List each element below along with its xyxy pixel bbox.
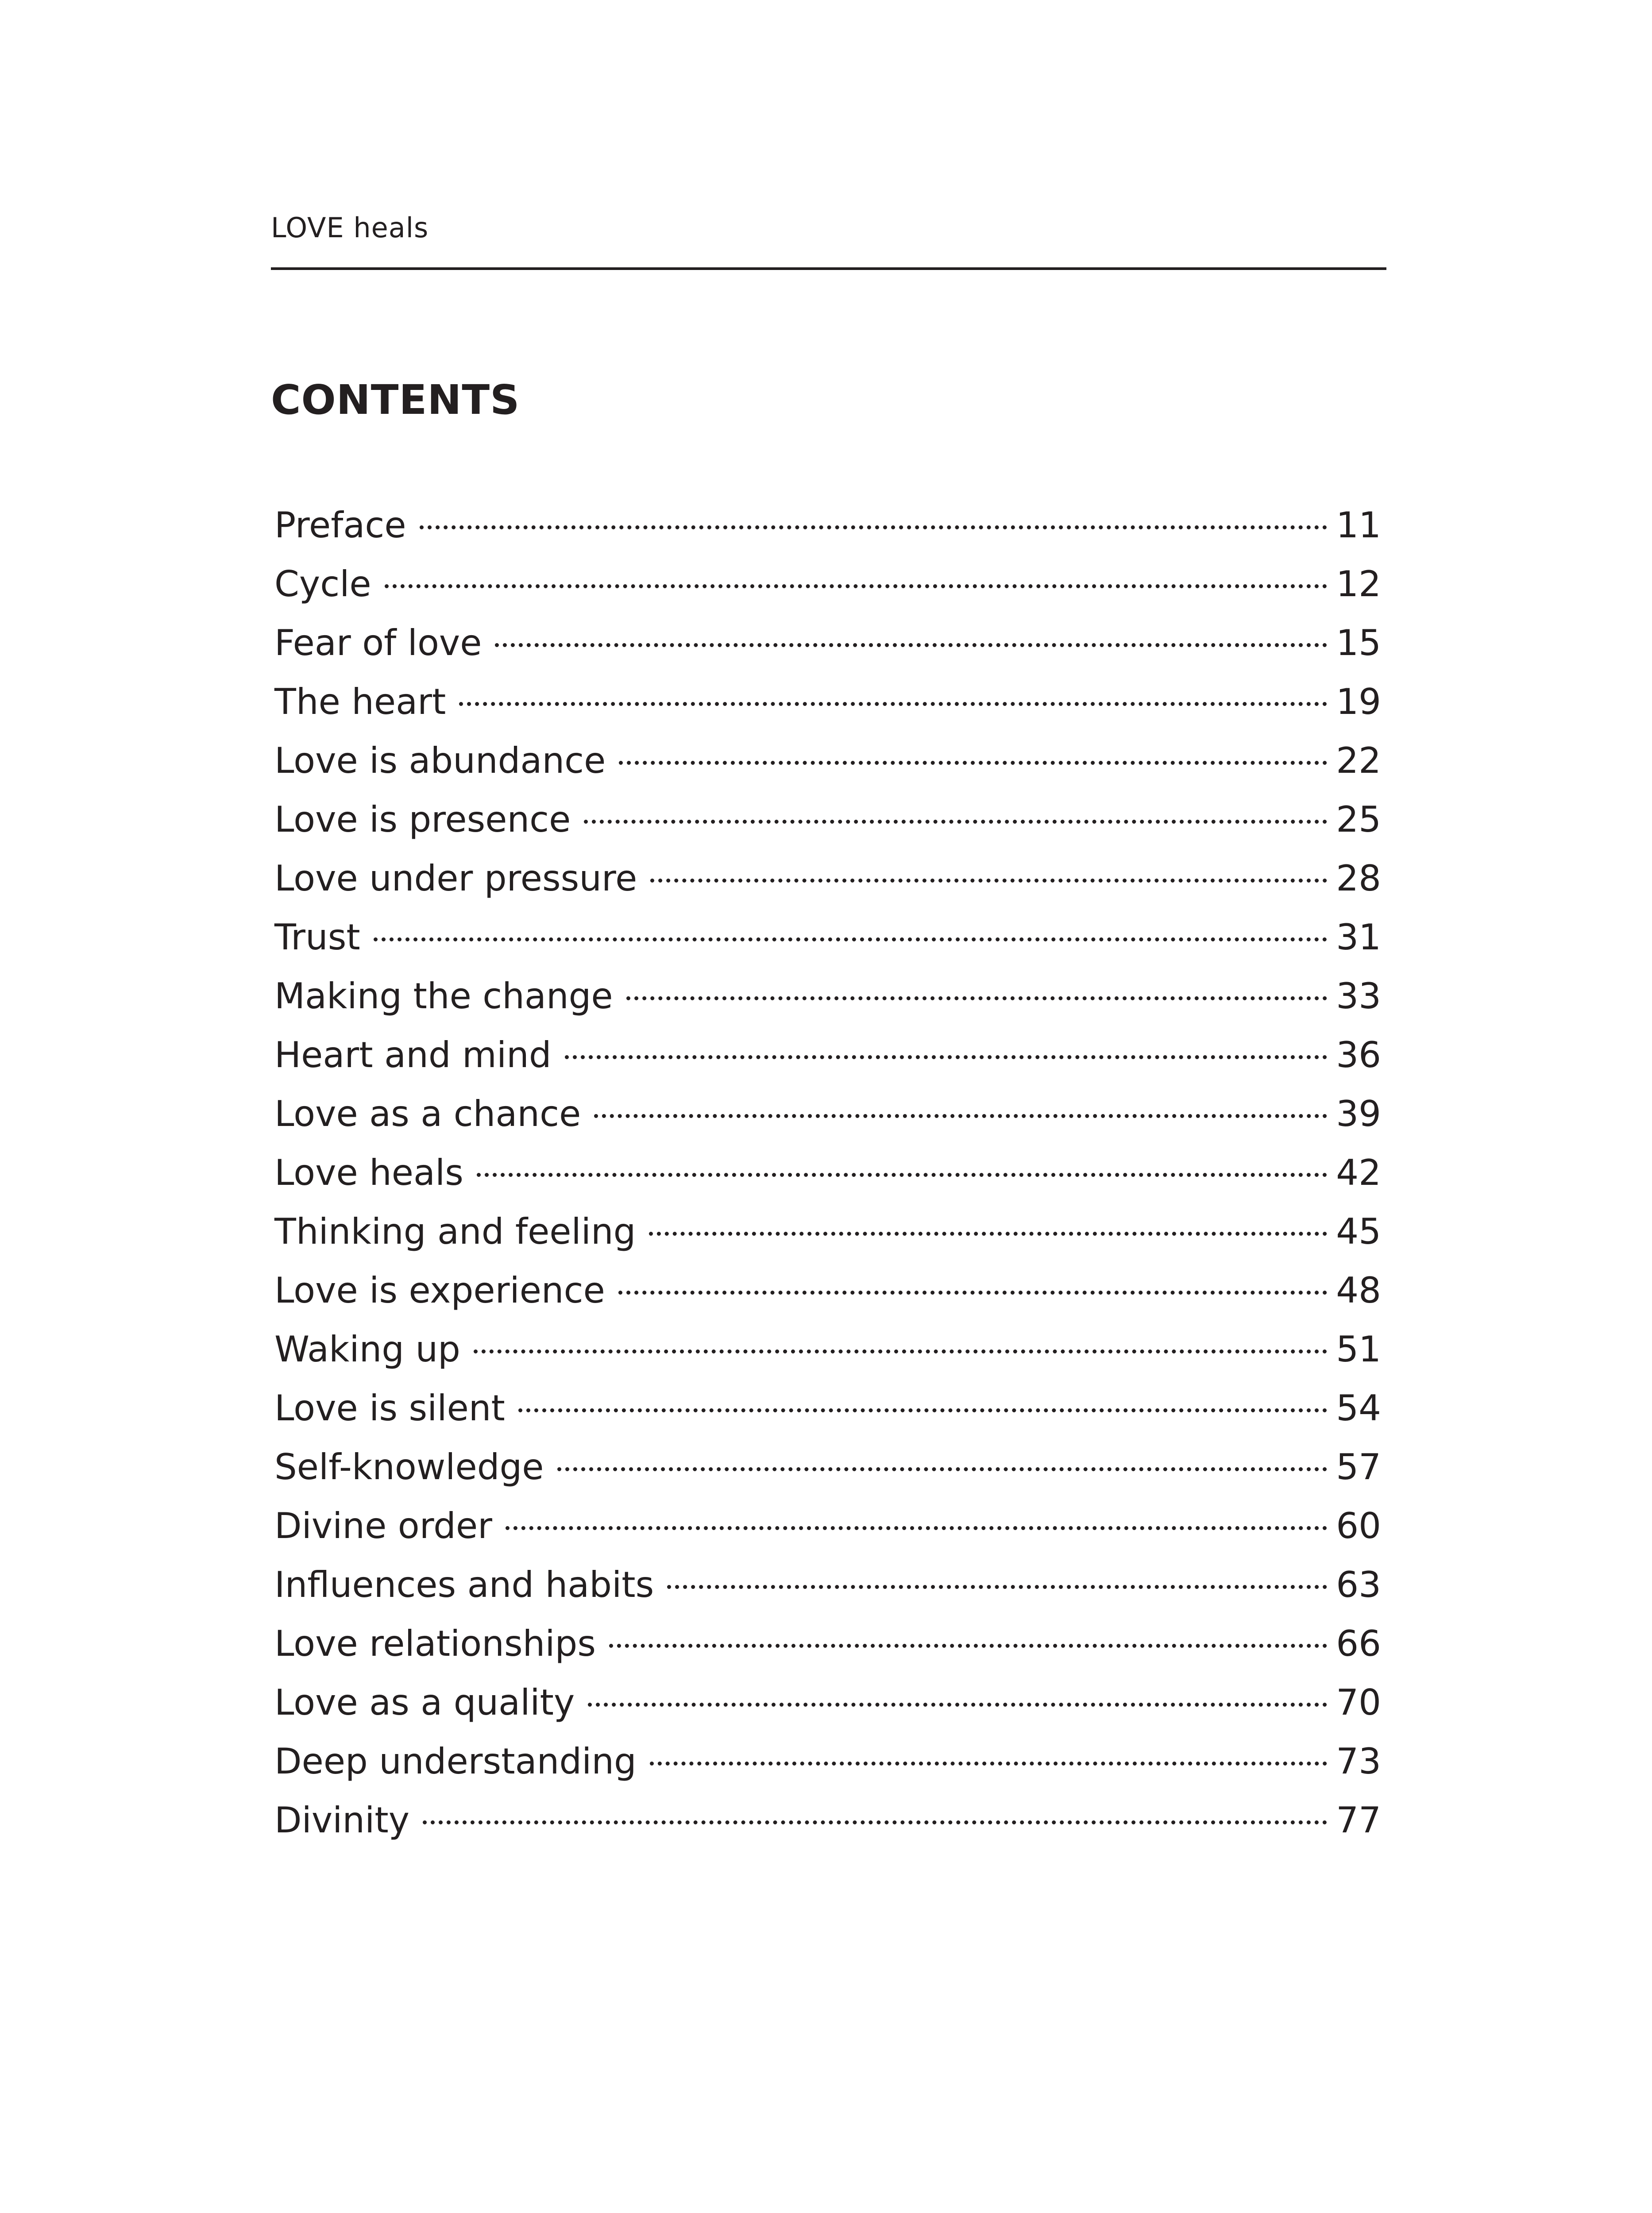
toc-entry-title: Love heals bbox=[274, 1152, 463, 1193]
toc-entry bbox=[274, 967, 1381, 1026]
toc-entry bbox=[274, 790, 1381, 849]
table-of-contents bbox=[274, 496, 1381, 1850]
toc-entry-page-number: 70 bbox=[1336, 1682, 1381, 1723]
toc-entry bbox=[274, 555, 1381, 613]
contents-title: CONTENTS bbox=[271, 376, 520, 424]
toc-entry bbox=[274, 731, 1381, 790]
toc-dot-leader bbox=[506, 1526, 1327, 1530]
toc-dot-leader bbox=[565, 1055, 1328, 1059]
toc-entry-page-number: 66 bbox=[1336, 1623, 1381, 1664]
toc-entry bbox=[274, 1202, 1381, 1261]
toc-entry bbox=[274, 1732, 1381, 1791]
toc-entry-title: The heart bbox=[274, 681, 446, 722]
toc-dot-leader bbox=[650, 879, 1327, 883]
header-rule bbox=[271, 267, 1386, 270]
toc-entry-title: Love is abundance bbox=[274, 740, 606, 781]
toc-entry bbox=[274, 1555, 1381, 1614]
toc-dot-leader bbox=[557, 1467, 1328, 1471]
toc-entry-page-number: 39 bbox=[1336, 1093, 1381, 1134]
toc-dot-leader bbox=[495, 643, 1327, 647]
toc-entry-page-number: 77 bbox=[1336, 1800, 1381, 1841]
toc-dot-leader bbox=[374, 937, 1327, 941]
toc-entry bbox=[274, 672, 1381, 731]
toc-entry-title: Divinity bbox=[274, 1800, 410, 1841]
toc-entry-title: Cycle bbox=[274, 563, 371, 605]
toc-dot-leader bbox=[477, 1173, 1327, 1177]
toc-entry-title: Trust bbox=[274, 917, 360, 958]
toc-entry-title: Self-knowledge bbox=[274, 1446, 544, 1488]
toc-entry-title: Divine order bbox=[274, 1505, 493, 1546]
toc-dot-leader bbox=[619, 761, 1327, 765]
toc-entry-title: Making the change bbox=[274, 975, 613, 1017]
toc-dot-leader bbox=[420, 525, 1328, 529]
toc-dot-leader bbox=[618, 1291, 1327, 1295]
toc-entry bbox=[274, 1143, 1381, 1202]
toc-entry-title: Heart and mind bbox=[274, 1034, 552, 1076]
toc-entry-page-number: 42 bbox=[1336, 1152, 1381, 1193]
toc-entry-title: Love is presence bbox=[274, 799, 571, 840]
toc-entry bbox=[274, 1320, 1381, 1379]
toc-entry-title: Love relationships bbox=[274, 1623, 596, 1664]
toc-entry-page-number: 60 bbox=[1336, 1505, 1381, 1546]
toc-entry bbox=[274, 613, 1381, 672]
toc-entry-page-number: 22 bbox=[1336, 740, 1381, 781]
toc-entry-title: Deep understanding bbox=[274, 1741, 637, 1782]
toc-entry-page-number: 51 bbox=[1336, 1329, 1381, 1370]
toc-dot-leader bbox=[459, 702, 1327, 706]
toc-entry-title: Waking up bbox=[274, 1329, 460, 1370]
toc-entry-title: Thinking and feeling bbox=[274, 1211, 636, 1252]
toc-entry bbox=[274, 496, 1381, 555]
toc-dot-leader bbox=[588, 1703, 1327, 1707]
toc-entry-page-number: 31 bbox=[1336, 917, 1381, 958]
toc-entry-title: Fear of love bbox=[274, 622, 482, 663]
toc-entry bbox=[274, 1379, 1381, 1438]
toc-entry-page-number: 33 bbox=[1336, 975, 1381, 1017]
toc-dot-leader bbox=[594, 1114, 1327, 1118]
toc-entry-page-number: 73 bbox=[1336, 1741, 1381, 1782]
toc-entry bbox=[274, 1673, 1381, 1732]
toc-entry-page-number: 54 bbox=[1336, 1388, 1381, 1429]
toc-entry bbox=[274, 1791, 1381, 1850]
toc-entry-page-number: 57 bbox=[1336, 1446, 1381, 1488]
toc-entry-page-number: 36 bbox=[1336, 1034, 1381, 1076]
toc-entry bbox=[274, 1496, 1381, 1555]
toc-dot-leader bbox=[609, 1644, 1327, 1648]
toc-dot-leader bbox=[626, 996, 1328, 1000]
toc-entry-title: Love is experience bbox=[274, 1270, 605, 1311]
toc-entry bbox=[274, 849, 1381, 908]
toc-entry-page-number: 15 bbox=[1336, 622, 1381, 663]
toc-dot-leader bbox=[649, 1232, 1327, 1236]
toc-entry bbox=[274, 1026, 1381, 1084]
toc-entry-page-number: 19 bbox=[1336, 681, 1381, 722]
toc-entry-page-number: 11 bbox=[1336, 505, 1381, 546]
running-header: LOVE heals bbox=[271, 212, 429, 244]
toc-dot-leader bbox=[518, 1408, 1327, 1412]
toc-entry bbox=[274, 1261, 1381, 1320]
toc-entry-page-number: 12 bbox=[1336, 563, 1381, 605]
toc-dot-leader bbox=[474, 1349, 1327, 1353]
toc-dot-leader bbox=[650, 1762, 1327, 1766]
toc-entry bbox=[274, 1084, 1381, 1143]
toc-entry bbox=[274, 1438, 1381, 1496]
toc-entry-title: Love under pressure bbox=[274, 858, 637, 899]
toc-entry bbox=[274, 1614, 1381, 1673]
toc-entry-title: Love is silent bbox=[274, 1388, 505, 1429]
toc-entry-page-number: 48 bbox=[1336, 1270, 1381, 1311]
toc-entry-page-number: 63 bbox=[1336, 1564, 1381, 1605]
toc-entry-title: Influences and habits bbox=[274, 1564, 654, 1605]
toc-dot-leader bbox=[423, 1820, 1327, 1824]
toc-entry-title: Preface bbox=[274, 505, 406, 546]
toc-dot-leader bbox=[584, 820, 1327, 824]
toc-dot-leader bbox=[385, 584, 1328, 588]
toc-entry-page-number: 28 bbox=[1336, 858, 1381, 899]
toc-entry-title: Love as a quality bbox=[274, 1682, 575, 1723]
toc-entry-title: Love as a chance bbox=[274, 1093, 581, 1134]
toc-dot-leader bbox=[667, 1585, 1327, 1589]
toc-entry-page-number: 25 bbox=[1336, 799, 1381, 840]
toc-entry-page-number: 45 bbox=[1336, 1211, 1381, 1252]
toc-entry bbox=[274, 908, 1381, 967]
